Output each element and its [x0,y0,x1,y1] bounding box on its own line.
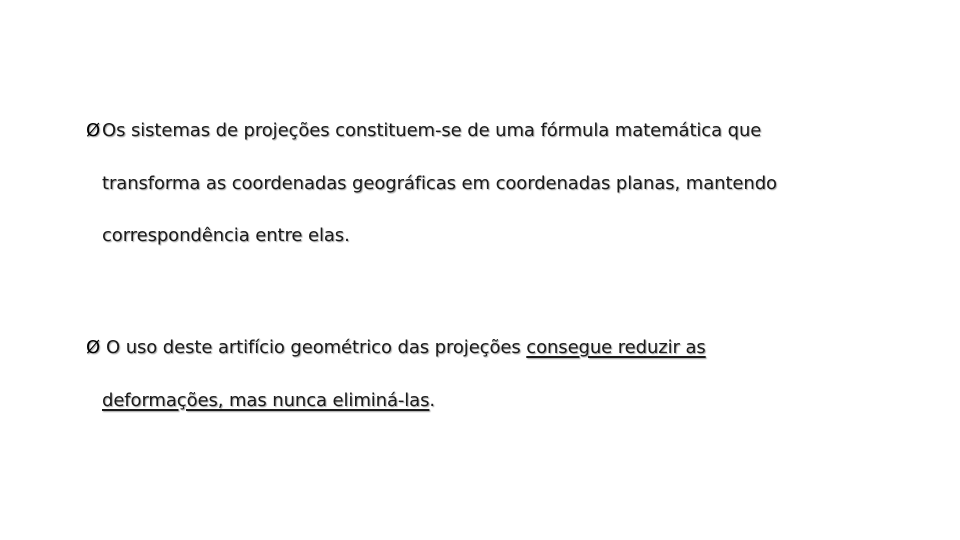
bullet-2-line-1-underlined: consegue reduzir as [526,337,706,358]
bullet-2-line-2-end: . [429,389,436,411]
bullet-1-line-1: Os sistemas de projeções constituem-se de uma fórmula matemática que [102,120,762,141]
bullet-2-line-1-text: O uso deste artifício geométrico das projeções [106,337,527,358]
bullet-1-line-3: correspondência entre elas. [102,225,350,246]
bullet-2-line-2-underlined: deformações, mas nunca eliminá-las [102,389,430,411]
arrow-bullet-icon: Ø [86,337,101,358]
bullet-item-geometric-artifice [86,322,906,427]
bullet-item-projection-systems [86,105,906,263]
bullet-1-line-2: transforma as coordenadas geográficas em coordenadas planas, mantendo [102,172,777,194]
arrow-bullet-icon: Ø [86,120,101,141]
